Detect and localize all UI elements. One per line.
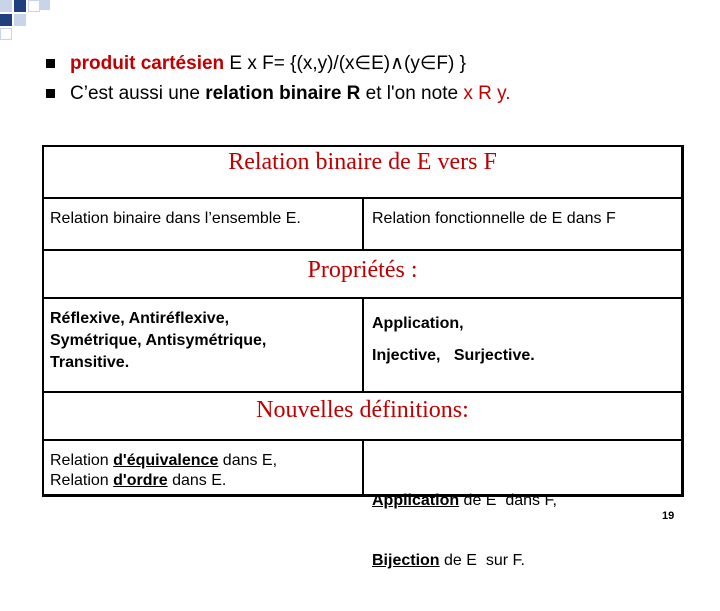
- deco-square: [0, 28, 12, 40]
- bullet-text: F) }: [436, 53, 466, 74]
- logical-and-symbol: ∧: [390, 53, 405, 74]
- equivalence-term: d'équivalence: [113, 452, 219, 469]
- definition-line: [372, 491, 557, 511]
- definition-line: [50, 451, 277, 471]
- bullet-text: E): [371, 53, 391, 74]
- deco-square: [14, 14, 26, 26]
- bullet-text: (y: [404, 53, 420, 74]
- property-line: Symétrique, Antisymétrique,: [50, 332, 267, 349]
- function-types: [372, 308, 535, 372]
- deco-square: [40, 0, 50, 10]
- bullet-item: [44, 80, 704, 110]
- function-definitions: [372, 451, 557, 611]
- bullet-item: [44, 50, 704, 80]
- definition-text: Relation: [50, 472, 114, 489]
- element-of-symbol: ∈: [419, 53, 437, 74]
- deco-square: [0, 14, 12, 26]
- bijection-term: Bijection: [372, 552, 440, 569]
- page-number: 19: [662, 510, 675, 522]
- divider: [362, 439, 364, 497]
- property-line: Réflexive, Antiréflexive,: [50, 310, 230, 327]
- bullet-text: relation binaire R: [205, 83, 361, 104]
- deco-square: [0, 0, 12, 12]
- divider: [362, 197, 364, 249]
- properties-header: Propriétés :: [307, 257, 418, 283]
- order-term: d'ordre: [113, 472, 168, 489]
- definitions-header: Nouvelles définitions:: [256, 397, 469, 423]
- bullet-square-icon: [46, 89, 55, 98]
- property-line: Transitive.: [50, 354, 130, 371]
- definition-text: de E dans F,: [459, 492, 557, 509]
- deco-square: [14, 0, 26, 12]
- divider: [44, 249, 681, 251]
- bullet-text: E x F= {(x,y)/(x: [224, 53, 355, 74]
- divider: [44, 391, 681, 393]
- divider: [362, 297, 364, 391]
- properties-list: [50, 308, 266, 374]
- function-type-line: Injective, Surjective.: [372, 347, 535, 364]
- definition-line: [372, 551, 557, 571]
- definition-line: [50, 471, 277, 491]
- function-type-line: Application,: [372, 315, 464, 332]
- bullet-square-icon: [46, 59, 55, 68]
- bullet-list: [44, 50, 704, 110]
- bullet-text: produit cartésien: [70, 53, 225, 74]
- bullet-text: C’est aussi une: [70, 83, 206, 104]
- relation-internal-cell: Relation binaire dans l’ensemble E.: [50, 210, 301, 227]
- application-term: Application: [372, 492, 460, 509]
- table-header: Relation binaire de E vers F: [228, 149, 497, 175]
- definition-text: dans E,: [218, 452, 278, 469]
- relation-definitions: [50, 451, 277, 491]
- bullet-text: x R y.: [463, 83, 511, 104]
- definition-text: dans E.: [167, 472, 227, 489]
- relation-functional-cell: Relation fonctionnelle de E dans F: [372, 210, 616, 227]
- definition-text: Relation: [50, 452, 114, 469]
- element-of-symbol: ∈: [354, 53, 372, 74]
- definition-text: de E sur F.: [439, 552, 525, 569]
- bullet-text: et l'on note: [360, 83, 464, 104]
- deco-square: [28, 0, 40, 12]
